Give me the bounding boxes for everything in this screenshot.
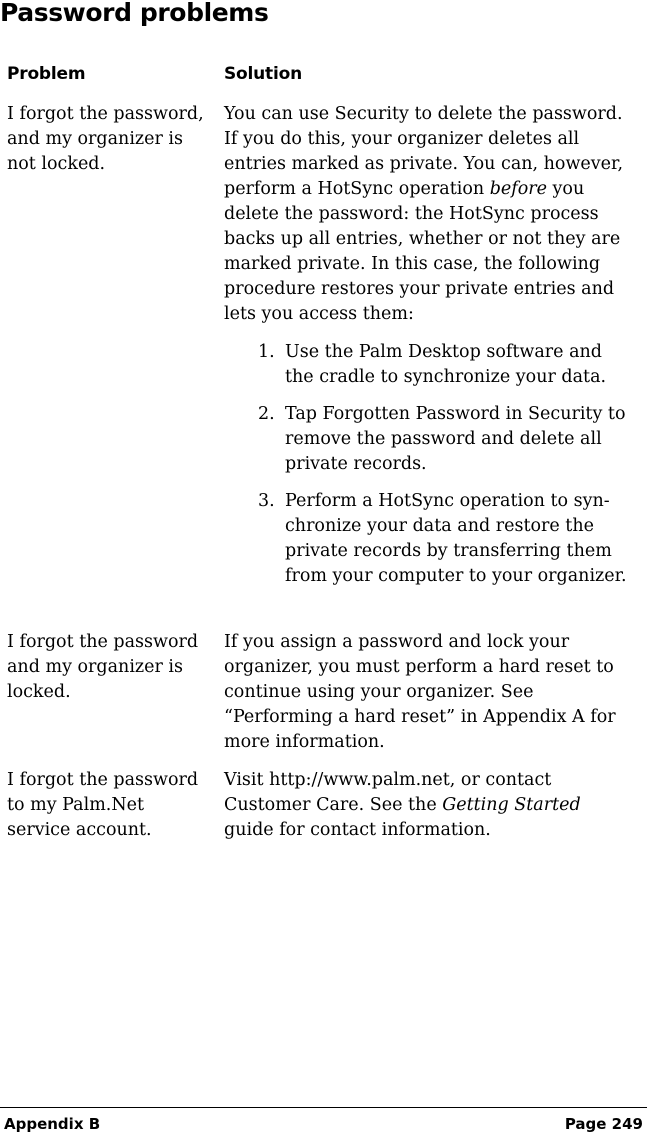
- problem-cell-palmnet-account: I forgot the password to my Palm.Net service account.: [7, 770, 199, 840]
- solution-cell-palmnet-account: [224, 768, 626, 843]
- procedure-step: [258, 402, 628, 477]
- footer-appendix-label: Appendix B: [4, 1115, 101, 1133]
- step-number: 2.: [258, 404, 275, 424]
- procedure-steps: [258, 340, 628, 601]
- solution-cell-forgot-locked: If you assign a password and lock your organizer, you must perform a hard reset to continue using your organizer. See “Performing a hard reset” in Appendix A for more information.: [224, 632, 616, 752]
- column-header-solution: Solution: [224, 64, 302, 84]
- problem-cell-forgot-unlocked: I forgot the password, and my organizer is not locked.: [7, 104, 204, 174]
- problem-cell-forgot-locked: I forgot the password and my organizer is locked.: [7, 632, 199, 702]
- procedure-step: [258, 489, 628, 589]
- section-title: Password problems: [0, 0, 269, 27]
- emphasis-getting-started: Getting Started: [442, 795, 581, 815]
- step-text: Use the Palm Desktop software and the cradle to synchronize your data.: [285, 342, 607, 387]
- solution-text: You can use Security to delete the password. If you do this, your organizer deletes all entries marked as private. You can, however, perform a HotSync operation: [224, 104, 624, 199]
- footer-page-number: Page 249: [564, 1115, 643, 1133]
- step-text: Perform a HotSync operation to syn-chronize your data and restore the private records by transferring them from your computer to your organizer.: [285, 491, 627, 586]
- step-number: 1.: [258, 342, 275, 362]
- emphasis-before: before: [489, 179, 547, 199]
- step-text: Tap Forgotten Password in Security to remove the password and delete all private records.: [285, 404, 626, 474]
- footer-rule: [0, 1107, 647, 1108]
- step-number: 3.: [258, 491, 275, 511]
- solution-text: Visit http://www.palm.net, or contact Customer Care. See the: [224, 770, 552, 815]
- procedure-step: [258, 340, 628, 390]
- solution-text: you delete the password: the HotSync process backs up all entries, whether or not they are marked private. In this case, the following procedure restores your private entries and lets you access them:: [224, 179, 621, 324]
- solution-cell-forgot-unlocked: [224, 102, 626, 327]
- solution-text: guide for contact information.: [224, 820, 491, 840]
- column-header-problem: Problem: [7, 64, 86, 84]
